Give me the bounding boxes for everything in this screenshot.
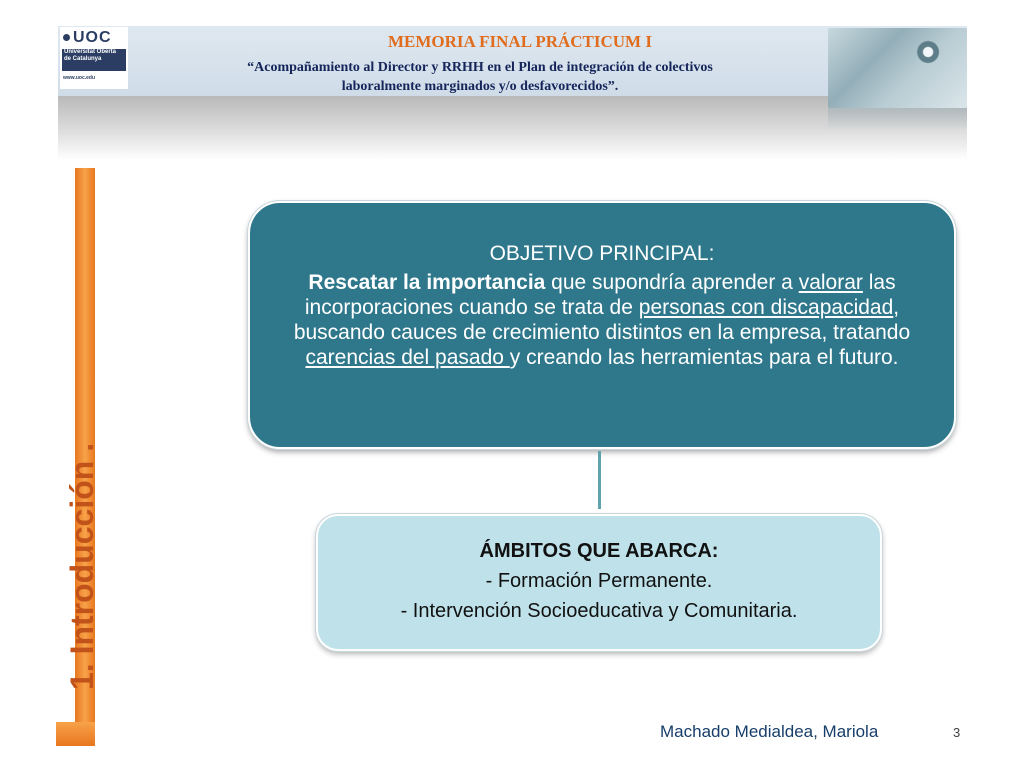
logo-line-2: de Catalunya bbox=[64, 56, 102, 62]
subtitle-line-2: laboralmente marginados y/o desfavorecidos”. bbox=[341, 79, 619, 94]
logo-url: www.uoc.edu bbox=[63, 75, 96, 81]
page-title: MEMORIA FINAL PRÁCTICUM I bbox=[388, 32, 652, 51]
page-number: 3 bbox=[953, 725, 961, 740]
connector-line bbox=[598, 451, 601, 509]
logo-dot-icon bbox=[63, 34, 70, 41]
main-objective-box bbox=[248, 201, 956, 449]
page-subtitle bbox=[130, 58, 830, 96]
section-bar-foot bbox=[56, 722, 95, 746]
scope-heading: ÁMBITOS QUE ABARCA: bbox=[479, 540, 719, 562]
main-objective-heading: OBJETIVO PRINCIPAL: bbox=[489, 242, 715, 265]
scope-item: - Intervención Socioeducativa y Comunitaria. bbox=[400, 600, 798, 622]
subtitle-line-1: “Acompañamiento al Director y RRHH en el Plan de integración de colectivos bbox=[247, 60, 713, 75]
section-title: 1. Introducción . bbox=[64, 442, 100, 690]
eye-photo bbox=[828, 28, 967, 108]
text-segment-3: , buscando cauces de crecimiento distintos en la empresa, tratando bbox=[293, 296, 911, 344]
lead-bold-text: Rescatar la importancia bbox=[308, 271, 546, 294]
uoc-logo bbox=[60, 27, 128, 89]
logo-box bbox=[62, 49, 126, 71]
link-valorar[interactable]: valorar bbox=[798, 271, 863, 294]
link-carencias-pasado[interactable]: carencias del pasado bbox=[305, 346, 510, 369]
photo-reflection bbox=[828, 108, 967, 130]
text-segment-1: que supondría aprender a bbox=[545, 271, 799, 294]
text-segment-4: y creando las herramientas para el futuro. bbox=[509, 346, 899, 369]
logo-line-1: Universitat Oberta bbox=[64, 49, 117, 55]
link-personas-discapacidad[interactable]: personas con discapacidad bbox=[638, 296, 894, 319]
logo-brand-text: UOC bbox=[73, 29, 112, 46]
scope-item: - Formación Permanente. bbox=[485, 570, 713, 592]
scope-box bbox=[316, 514, 882, 651]
main-objective-text bbox=[280, 270, 924, 370]
text-segment-2: las incorporaciones cuando se trata de bbox=[304, 271, 896, 319]
author-name: Machado Medialdea, Mariola bbox=[660, 722, 879, 741]
